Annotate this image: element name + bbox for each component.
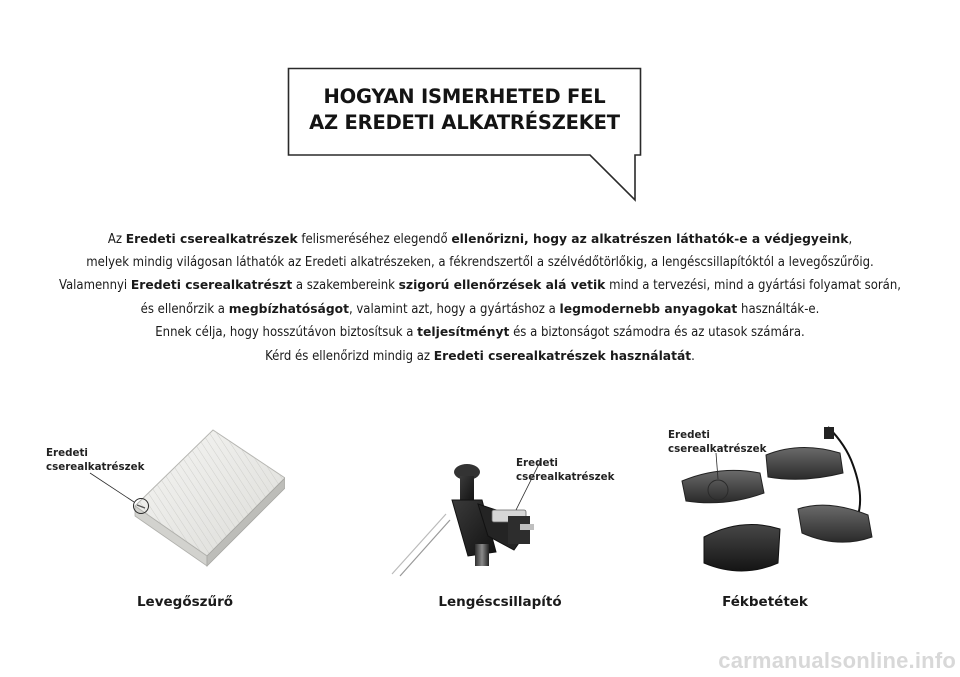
brakes-callout-label: Eredeti cserealkatrészek [668, 429, 767, 455]
filter-callout-label: Eredeti cserealkatrészek [46, 447, 145, 473]
intro-line-3: Valamennyi Eredeti cserealkatrészt a szakembereink szigorú ellenőrzések alá vetik mind a tervezési, mind a gyártási folyamat során, [59, 278, 901, 293]
title-line-2: AZ EREDETI ALKATRÉSZEKET [309, 111, 620, 134]
shock-caption: Lengéscsillapító [438, 594, 562, 610]
watermark-text: carmanualsonline.info [718, 648, 956, 673]
title-line-1: HOGYAN ISMERHETED FEL [323, 85, 606, 108]
intro-paragraph [0, 228, 960, 368]
brakes-caption: Fékbetétek [722, 594, 808, 610]
intro-line-5: Ennek célja, hogy hosszútávon biztosítsuk a teljesítményt és a biztonságot számodra és az utasok számára. [155, 325, 805, 340]
intro-line-2: melyek mindig világosan láthatók az Eredeti alkatrészeken, a fékrendszertől a szélvédőtörlőkig, a lengéscsillapítóktól a levegőszűrőig. [86, 254, 874, 270]
intro-line-6: Kérd és ellenőrizd mindig az Eredeti cserealkatrészek használatát. [265, 348, 695, 364]
shock-callout-label: Eredeti cserealkatrészek [516, 457, 615, 483]
filter-caption: Levegőszűrő [136, 594, 234, 610]
intro-line-1: Az Eredeti cserealkatrészek felismeréséhez elegendő ellenőrizni, hogy az alkatrészen láthatók-e a védjegyeink, [107, 232, 853, 247]
air-filter-image [85, 418, 285, 570]
page-title [287, 84, 642, 136]
intro-line-4: és ellenőrzik a megbízhatóságot, valamint azt, hogy a gyártáshoz a legmodernebb anyagokat használták-e. [140, 301, 820, 317]
